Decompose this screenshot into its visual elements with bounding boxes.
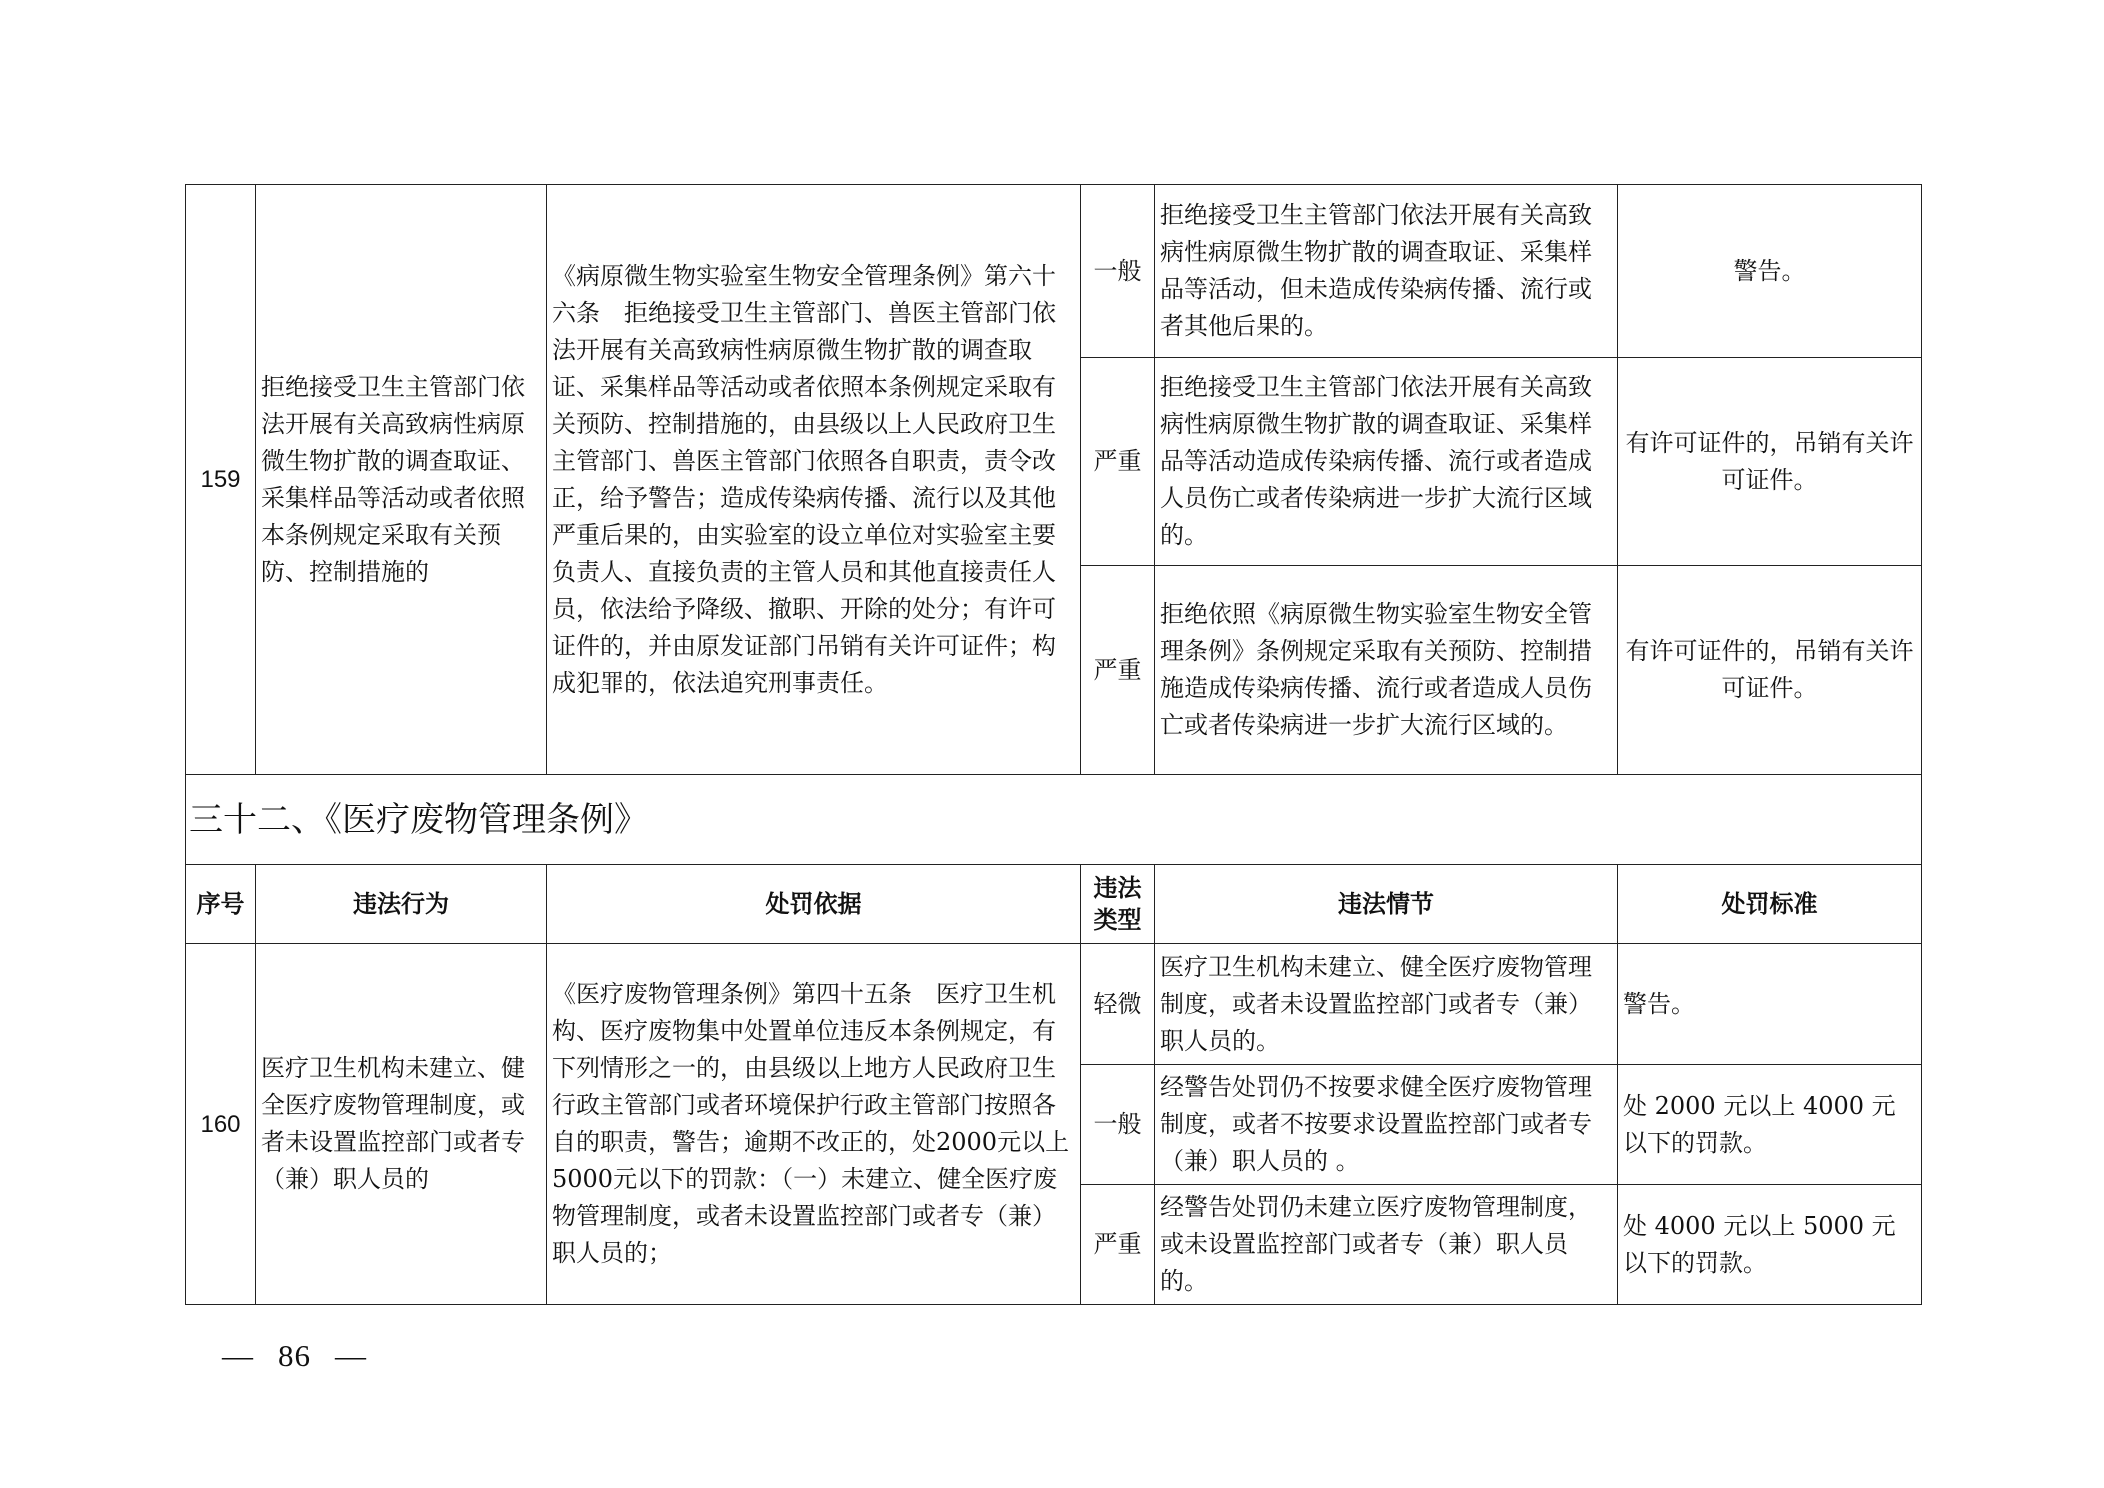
penalty-basis: 《病原微生物实验室生物安全管理条例》第六十六条 拒绝接受卫生主管部门、兽医主管部门依法开展有关高致病性病原微生物扩散的调查取证、采集样品等活动或者依照本条例规定采取有关预防、控制措施的，由县级以上人民政府卫生主管部门、兽医主管部门依照各自职责，责令改正，给予警告；造成传染病传播、流行以及其他严重后果的，由实验室的设立单位对实验室主要负责人、直接负责的主管人员和其他直接责任人员，依法给予降级、撤职、开除的处分；有许可证件的，并由原发证部门吊销有关许可证件；构 成犯罪的，依法追究刑事责任。 [547, 185, 1081, 775]
penalty-standard: 有许可证件的，吊销有关许可证件。 [1618, 358, 1922, 566]
violation-act: 医疗卫生机构未建立、健全医疗废物管理制度，或者未设置监控部门或者专（兼）职人员的 [256, 944, 547, 1305]
penalty-table [185, 184, 1922, 1305]
table-row-159 [186, 185, 1922, 358]
violation-circumstance: 医疗卫生机构未建立、健全医疗废物管理制度，或者未设置监控部门或者专（兼）职人员的。 [1155, 944, 1618, 1065]
header-circumstance: 违法情节 [1155, 865, 1618, 944]
page-dash-right: — [335, 1338, 367, 1373]
penalty-standard: 处 2000 元以上 4000 元以下的罚款。 [1618, 1065, 1922, 1185]
violation-type: 严重 [1081, 1185, 1155, 1305]
penalty-standard: 警告。 [1618, 185, 1922, 358]
violation-act: 拒绝接受卫生主管部门依法开展有关高致病性病原微生物扩散的调查取证、采集样品等活动或者依照本条例规定采取有关预 防、控制措施的 [256, 185, 547, 775]
section-row [186, 775, 1922, 865]
violation-type: 一般 [1081, 1065, 1155, 1185]
penalty-basis: 《医疗废物管理条例》第四十五条 医疗卫生机构、医疗废物集中处置单位违反本条例规定，有下列情形之一的，由县级以上地方人民政府卫生行政主管部门或者环境保护行政主管部门按照各自的职责，警告；逾期不改正的，处2000元以上5000元以下的罚款：（一）未建立、健全医疗废物管理制度，或者未设置监控部门或者专（兼）职人员的； [547, 944, 1081, 1305]
violation-circumstance: 拒绝接受卫生主管部门依法开展有关高致病性病原微生物扩散的调查取证、采集样品等活动造成传染病传播、流行或者造成人员伤亡或者传染病进一步扩大流行区域的。 [1155, 358, 1618, 566]
penalty-standard: 警告。 [1618, 944, 1922, 1065]
header-act: 违法行为 [256, 865, 547, 944]
violation-circumstance: 拒绝接受卫生主管部门依法开展有关高致病性病原微生物扩散的调查取证、采集样品等活动，但未造成传染病传播、流行或者其他后果的。 [1155, 185, 1618, 358]
header-basis: 处罚依据 [547, 865, 1081, 944]
violation-circumstance: 经警告处罚仍未建立医疗废物管理制度，或未设置监控部门或者专（兼）职人员的。 [1155, 1185, 1618, 1305]
page-dash-left: — [222, 1338, 254, 1373]
page-number [210, 1338, 379, 1374]
violation-type: 一般 [1081, 185, 1155, 358]
penalty-standard: 处 4000 元以上 5000 元以下的罚款。 [1618, 1185, 1922, 1305]
header-row [186, 865, 1922, 944]
section-title: 三十二、《医疗废物管理条例》 [186, 775, 1922, 865]
violation-type: 严重 [1081, 358, 1155, 566]
page-number-value: 86 [278, 1338, 311, 1373]
violation-type: 严重 [1081, 566, 1155, 775]
penalty-standard: 有许可证件的，吊销有关许可证件。 [1618, 566, 1922, 775]
header-type: 违法类型 [1081, 865, 1155, 944]
violation-circumstance: 经警告处罚仍不按要求健全医疗废物管理制度，或者不按要求设置监控部门或者专（兼）职人员的 。 [1155, 1065, 1618, 1185]
violation-circumstance: 拒绝依照《病原微生物实验室生物安全管理条例》条例规定采取有关预防、控制措施造成传染病传播、流行或者造成人员伤亡或者传染病进一步扩大流行区域的。 [1155, 566, 1618, 775]
header-standard: 处罚标准 [1618, 865, 1922, 944]
row-number: 159 [186, 185, 256, 775]
row-number: 160 [186, 944, 256, 1305]
violation-type: 轻微 [1081, 944, 1155, 1065]
table-row-160 [186, 944, 1922, 1065]
header-number: 序号 [186, 865, 256, 944]
